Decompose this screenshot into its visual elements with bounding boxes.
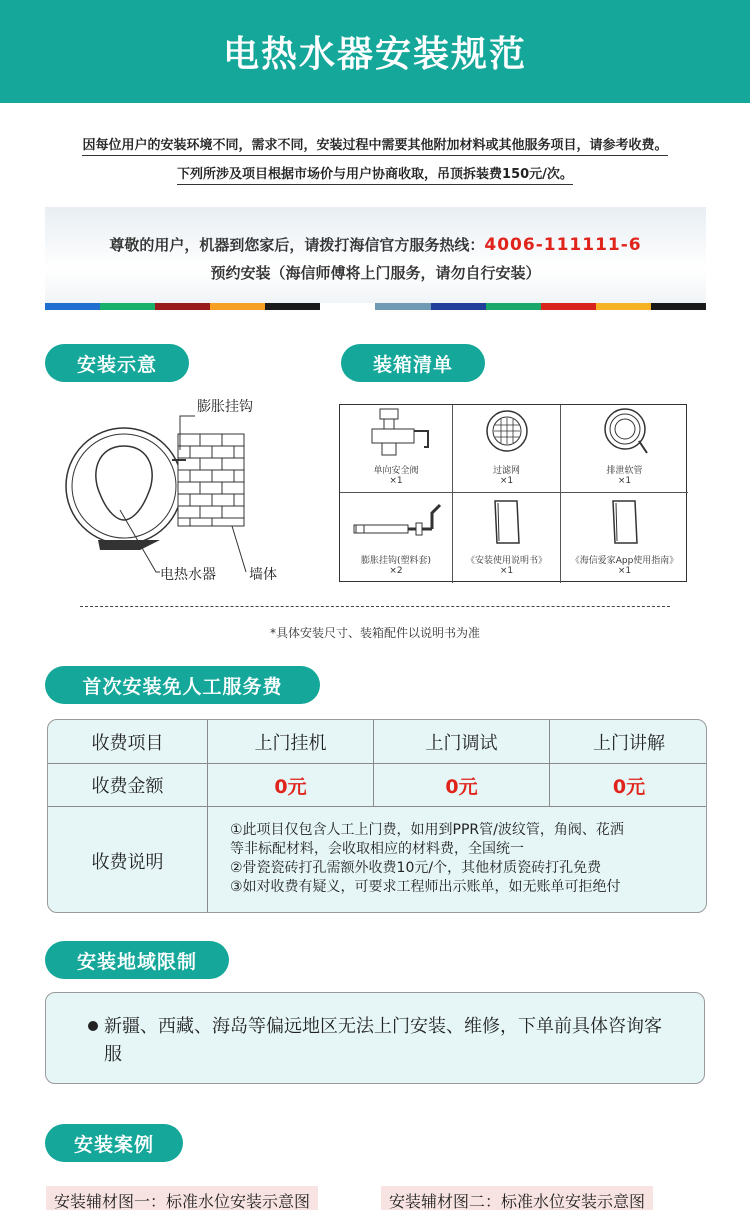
fee-col-explain: 上门讲解 xyxy=(550,720,707,764)
fee-col-hang: 上门挂机 xyxy=(208,720,374,764)
stripe-segment xyxy=(486,303,541,310)
banner-line-1: 尊敬的用户，机器到您家后，请拨打海信官方服务热线：4006-111111-6 xyxy=(109,235,642,255)
stripe-segment xyxy=(45,303,100,310)
pack-item-safety-valve: 单向安全阀 ×1 xyxy=(340,405,453,493)
drain-hose-icon xyxy=(595,407,655,461)
fee-col-debug: 上门调试 xyxy=(374,720,550,764)
label-wall: 墙体 xyxy=(249,567,277,583)
fee-notice-1: 因每位用户的安装环境不同，需求不同，安装过程中需要其他附加材料或其他服务项目，请参考收费。 xyxy=(0,134,750,153)
stripe-segment xyxy=(320,303,375,310)
packing-list-title: 装箱清单 xyxy=(341,344,485,382)
case-item-1: 安装辅材图一：标准水位安装示意图 xyxy=(46,1186,318,1210)
stripe-segment xyxy=(431,303,486,310)
page-header xyxy=(0,0,750,103)
stripe-segment xyxy=(265,303,320,310)
packing-list-grid xyxy=(339,404,687,582)
expansion-hook-icon xyxy=(346,495,446,551)
fee-amount-label: 收费金额 xyxy=(48,764,208,807)
pack-item-app-guide: 《海信爱家App使用指南》 ×1 xyxy=(561,493,688,583)
pack-item-drain-hose: 排泄软管 ×1 xyxy=(561,405,688,493)
banner-line-2: 预约安装（海信师傅将上门服务，请勿自行安装） xyxy=(210,264,541,282)
filter-mesh-icon xyxy=(482,407,532,461)
color-stripes xyxy=(45,303,706,310)
app-guide-icon xyxy=(605,495,645,551)
fee-description: ①此项目仅包含人工上门费，如用到PPR管/波纹管，角阀、花洒 等非标配材料，会收取相应的材料费，全国统一 ②骨瓷瓷砖打孔需额外收费10元/个，其他材质瓷砖打孔免费 ③如对收费有疑义，可要求工程师出示账单，如无账单可拒绝付 xyxy=(230,822,624,895)
page-title: 电热水器安装规范 xyxy=(222,34,527,75)
fee-section-title: 首次安装免人工服务费 xyxy=(45,666,320,704)
label-water-heater: 电热水器 xyxy=(160,567,216,583)
stripe-segment xyxy=(596,303,651,310)
install-note: *具体安装尺寸、装箱配件以说明书为准 xyxy=(269,626,480,640)
stripe-segment xyxy=(651,303,706,310)
region-restriction-box xyxy=(45,992,705,1084)
fee-amount-debug: 0元 xyxy=(374,764,550,807)
stripe-segment xyxy=(210,303,265,310)
stripe-segment xyxy=(155,303,210,310)
stripe-segment xyxy=(100,303,155,310)
hotline-number: 4006-111111-6 xyxy=(484,235,642,255)
pack-item-filter: 过滤网 ×1 xyxy=(453,405,561,493)
manual-icon xyxy=(487,495,527,551)
fee-notice-2: 下列所涉及项目根据市场价与用户协商收取，吊顶拆装费150元/次。 xyxy=(0,163,750,182)
safety-valve-icon xyxy=(356,407,436,461)
stripe-segment xyxy=(375,303,430,310)
section-divider xyxy=(80,606,670,607)
fee-amount-hang: 0元 xyxy=(208,764,374,807)
fee-table xyxy=(47,719,707,913)
fee-amount-explain: 0元 xyxy=(550,764,707,807)
install-diagram-illustration xyxy=(60,390,300,590)
bullet-icon xyxy=(88,1021,98,1031)
label-expansion-hook: 膨胀挂钩 xyxy=(197,399,253,415)
case-section-title: 安装案例 xyxy=(45,1124,183,1162)
pack-item-manual: 《安装使用说明书》 ×1 xyxy=(453,493,561,583)
region-restriction-text: 新疆、西藏、海岛等偏远地区无法上门安装、维修，下单前具体咨询客服 xyxy=(104,1016,662,1065)
install-diagram-title: 安装示意 xyxy=(45,344,189,382)
fee-desc-label: 收费说明 xyxy=(48,807,208,913)
service-banner xyxy=(45,207,706,310)
stripe-segment xyxy=(541,303,596,310)
pack-item-expansion-hook: 膨胀挂钩(塑料套) ×2 xyxy=(340,493,453,583)
fee-header-item: 收费项目 xyxy=(48,720,208,764)
case-item-2: 安装辅材图二：标准水位安装示意图 xyxy=(381,1186,653,1210)
region-section-title: 安装地域限制 xyxy=(45,941,229,979)
